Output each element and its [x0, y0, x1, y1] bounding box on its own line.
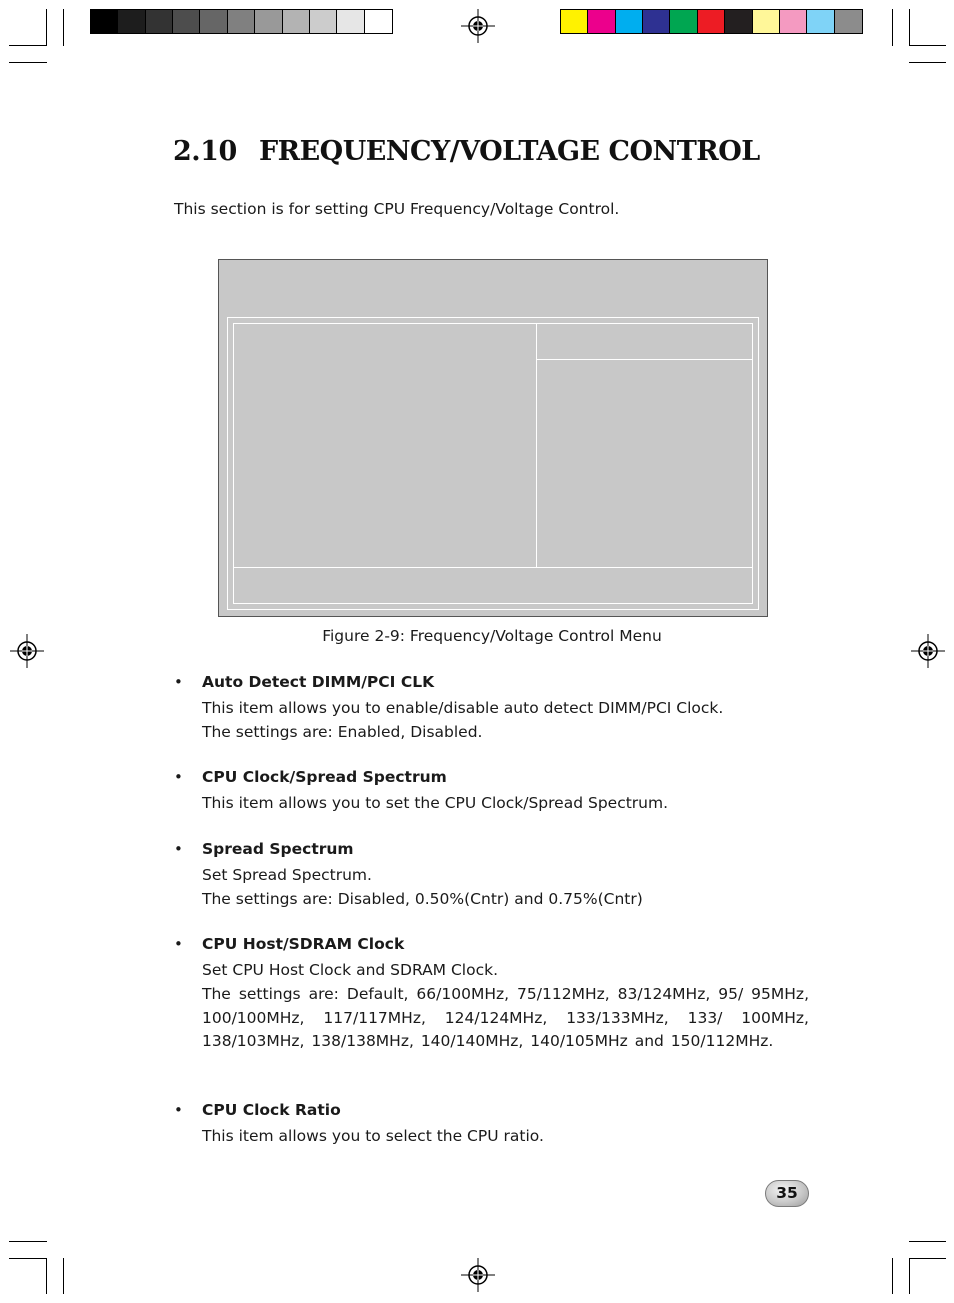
color-swatch	[588, 10, 615, 33]
color-swatch	[91, 10, 118, 33]
color-swatch	[228, 10, 255, 33]
item-text: This item allows you to set the CPU Clock/Spread Spectrum.	[202, 794, 669, 812]
bullet: •	[174, 673, 183, 691]
crop-mark	[892, 1258, 893, 1294]
bullet: •	[174, 935, 183, 953]
crop-mark	[9, 1258, 47, 1259]
crop-mark	[9, 1241, 47, 1242]
color-swatch	[780, 10, 807, 33]
process-color-bar	[560, 9, 863, 34]
item-text: The settings are: Disabled, 0.50%(Cntr) and 0.75%(Cntr)	[202, 889, 643, 908]
bios-column-divider	[536, 324, 537, 567]
crop-mark	[909, 62, 946, 63]
crop-mark	[909, 1258, 910, 1294]
color-swatch	[670, 10, 697, 33]
item-text: Set CPU Host Clock and SDRAM Clock.	[202, 961, 499, 979]
color-swatch	[616, 10, 643, 33]
crop-mark	[909, 1241, 946, 1242]
item-body	[202, 697, 809, 745]
color-swatch	[643, 10, 670, 33]
grayscale-color-bar	[90, 9, 393, 34]
bios-inner-frame	[233, 323, 753, 604]
figure-caption: Figure 2-9: Frequency/Voltage Control Menu	[322, 627, 662, 645]
bios-footer-divider	[234, 567, 752, 568]
item-body	[202, 864, 809, 912]
item-heading: CPU Clock Ratio	[202, 1101, 341, 1119]
color-swatch	[698, 10, 725, 33]
crop-mark	[9, 45, 47, 46]
color-swatch	[146, 10, 173, 33]
crop-mark	[9, 62, 47, 63]
color-swatch	[118, 10, 145, 33]
color-swatch	[310, 10, 337, 33]
crop-mark	[46, 1258, 47, 1294]
color-swatch	[807, 10, 834, 33]
color-swatch	[725, 10, 752, 33]
color-swatch	[173, 10, 200, 33]
section-title	[173, 136, 760, 167]
section-title-text: FREQUENCY/VOLTAGE CONTROL	[259, 136, 760, 167]
crop-mark	[909, 1258, 946, 1259]
color-swatch	[835, 10, 862, 33]
item-body	[202, 1125, 809, 1149]
bullet: •	[174, 768, 183, 786]
registration-mark-icon	[461, 1258, 495, 1292]
crop-mark	[63, 9, 64, 46]
crop-mark	[46, 9, 47, 46]
bios-outer-frame	[227, 317, 759, 610]
page-number-badge: 35	[765, 1180, 809, 1207]
color-swatch	[283, 10, 310, 33]
bullet: •	[174, 840, 183, 858]
item-heading: CPU Clock/Spread Spectrum	[202, 768, 447, 786]
color-swatch	[255, 10, 282, 33]
color-swatch	[753, 10, 780, 33]
item-body	[202, 792, 809, 816]
item-text: The settings are: Enabled, Disabled.	[202, 722, 483, 741]
crop-mark	[892, 9, 893, 46]
color-swatch	[200, 10, 227, 33]
color-swatch	[561, 10, 588, 33]
bullet: •	[174, 1101, 183, 1119]
intro-paragraph: This section is for setting CPU Frequency/Voltage Control.	[174, 200, 620, 218]
bios-menu-figure	[218, 259, 768, 617]
crop-mark	[909, 45, 946, 46]
item-heading: Spread Spectrum	[202, 840, 354, 858]
item-text: This item allows you to select the CPU ratio.	[202, 1127, 544, 1145]
item-heading: CPU Host/SDRAM Clock	[202, 935, 405, 953]
color-swatch	[365, 10, 392, 33]
item-text: This item allows you to enable/disable auto detect DIMM/PCI Clock.	[202, 699, 724, 717]
item-body	[202, 959, 809, 1054]
item-heading: Auto Detect DIMM/PCI CLK	[202, 673, 435, 691]
bios-help-title-divider	[537, 359, 752, 360]
registration-mark-icon	[461, 9, 495, 43]
section-number: 2.10	[173, 136, 237, 167]
color-swatch	[337, 10, 364, 33]
crop-mark	[909, 9, 910, 46]
item-text: Set Spread Spectrum.	[202, 866, 372, 884]
crop-mark	[63, 1258, 64, 1294]
item-text: The settings are: Default, 66/100MHz, 75/112MHz, 83/124MHz, 95/ 95MHz, 100/100MHz, 117/117MHz, 124/124MHz, 133/133MHz, 133/ 100MHz, 138/103MHz, 138/138MHz, 140/140MHz, 140/105MHz and 150/112MHz.	[202, 984, 809, 1051]
